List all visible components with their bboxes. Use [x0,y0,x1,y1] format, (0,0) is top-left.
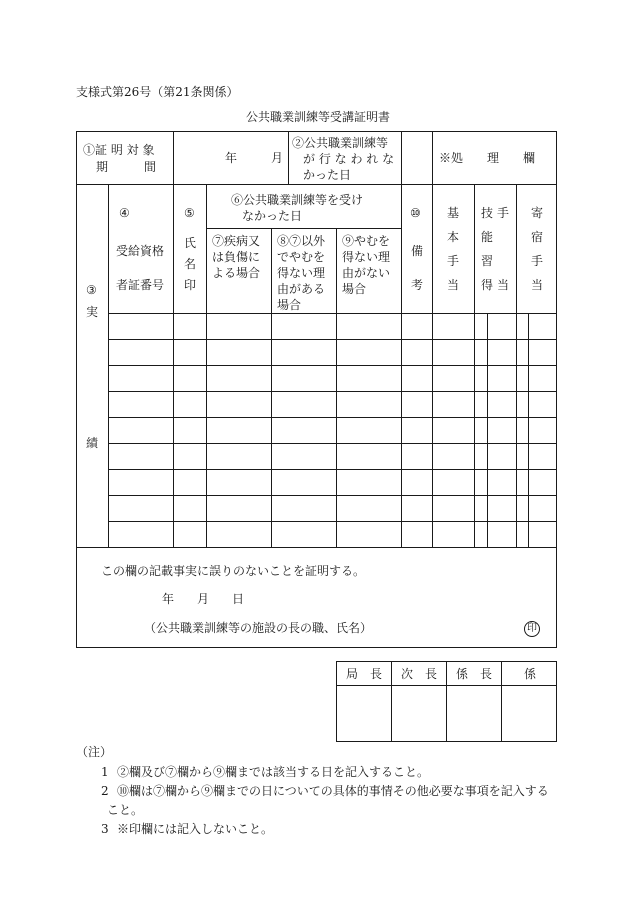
other-justified-label-2: でやむを [277,250,326,264]
record-number: ③ [86,283,97,297]
note-3-number: 3 [101,822,109,836]
subject-period-label-2: 期 間 [96,160,157,174]
subject-period-label-1: ①証 明 対 象 [83,143,155,157]
record-label-bottom: 績 [86,436,99,450]
approval-deputy: 次 長 [401,667,438,681]
skill-allowance-label-2: 手 [497,206,510,220]
not-attended-label-2: なかった日 [242,209,303,223]
unjustified-label-4: 場合 [342,282,367,296]
illness-label-3: よる場合 [212,266,261,280]
name-seal-number: ⑤ [184,206,195,220]
note-1-number: 1 [101,765,109,779]
unjustified-label-1: ⑨やむを [342,234,391,248]
note-3-text: ※印欄には記入しないこと。 [117,822,274,836]
certification-month-label: 月 [197,592,210,606]
seal-mark: 印 [524,621,540,637]
name-seal-label-2: 名 [184,257,197,271]
form-number: 支様式第26号（第21条関係） [76,85,239,99]
name-seal-label-3: 印 [184,278,197,292]
skill-allowance-label-6: 当 [497,278,510,292]
not-held-label-3: かった日 [303,168,352,182]
lodging-allowance-label-4: 当 [531,278,544,292]
unjustified-label-2: 得ない理 [342,250,391,264]
certification-day-label: 日 [232,592,245,606]
unjustified-label-3: 由がない [342,266,391,280]
skill-allowance-label-5: 得 [481,278,494,292]
note-2-text-line-1: ⑩欄は⑦欄から⑨欄までの日についての具体的事情その他必要な事項を記入する [117,784,549,798]
note-1-text: ②欄及び⑦欄から⑨欄までは該当する日を記入すること。 [117,765,430,779]
certification-signer-label: （公共職業訓練等の施設の長の職、氏名） [144,621,373,635]
certification-statement: この欄の記載事実に誤りのないことを証明する。 [101,564,366,578]
not-attended-label-1: ⑥公共職業訓練等を受け [231,193,364,207]
record-label-top: 実 [86,305,99,319]
basic-allowance-label-1: 基 [447,206,460,220]
other-justified-label-4: 由がある [277,282,326,296]
remarks-label-1: 備 [411,244,424,258]
qualification-label-1: 受給資格 [116,244,165,258]
certification-year-label: 年 [162,592,175,606]
note-2-text-line-2: こと。 [107,803,144,817]
skill-allowance-label-4: 習 [481,254,494,268]
name-seal-label-1: 氏 [184,236,197,250]
lodging-allowance-label-1: 寄 [531,206,544,220]
remarks-label-2: 考 [411,278,424,292]
other-justified-label-3: 得ない理 [277,266,326,280]
skill-allowance-label-1: 技 [481,206,494,220]
note-2-number: 2 [101,784,109,798]
basic-allowance-label-3: 手 [447,254,460,268]
lodging-allowance-label-2: 宿 [531,230,544,244]
processing-column-label: ※処 理 欄 [439,151,536,165]
not-held-label-2: が 行 な わ れ な [303,152,395,166]
lodging-allowance-label-3: 手 [531,254,544,268]
remarks-number: ⑩ [410,206,421,220]
other-justified-label-5: 場合 [277,298,302,312]
notes-heading: （注） [76,745,113,759]
period-year-label: 年 [225,151,238,165]
other-justified-label-1: ⑧⑦以外 [277,234,326,248]
illness-label-1: ⑦疾病又 [212,234,261,248]
page-title: 公共職業訓練等受講証明書 [246,110,391,124]
approval-director: 局 長 [346,667,383,681]
approval-chief: 係 長 [456,667,493,681]
qualification-label-2: 者証番号 [116,278,165,292]
approval-staff: 係 [524,667,537,681]
basic-allowance-label-2: 本 [447,230,460,244]
qualification-number: ④ [119,206,130,220]
period-month-label: 月 [271,151,284,165]
skill-allowance-label-3: 能 [481,230,494,244]
illness-label-2: は負傷に [212,250,261,264]
basic-allowance-label-4: 当 [447,278,460,292]
not-held-label-1: ②公共職業訓練等 [292,136,389,150]
